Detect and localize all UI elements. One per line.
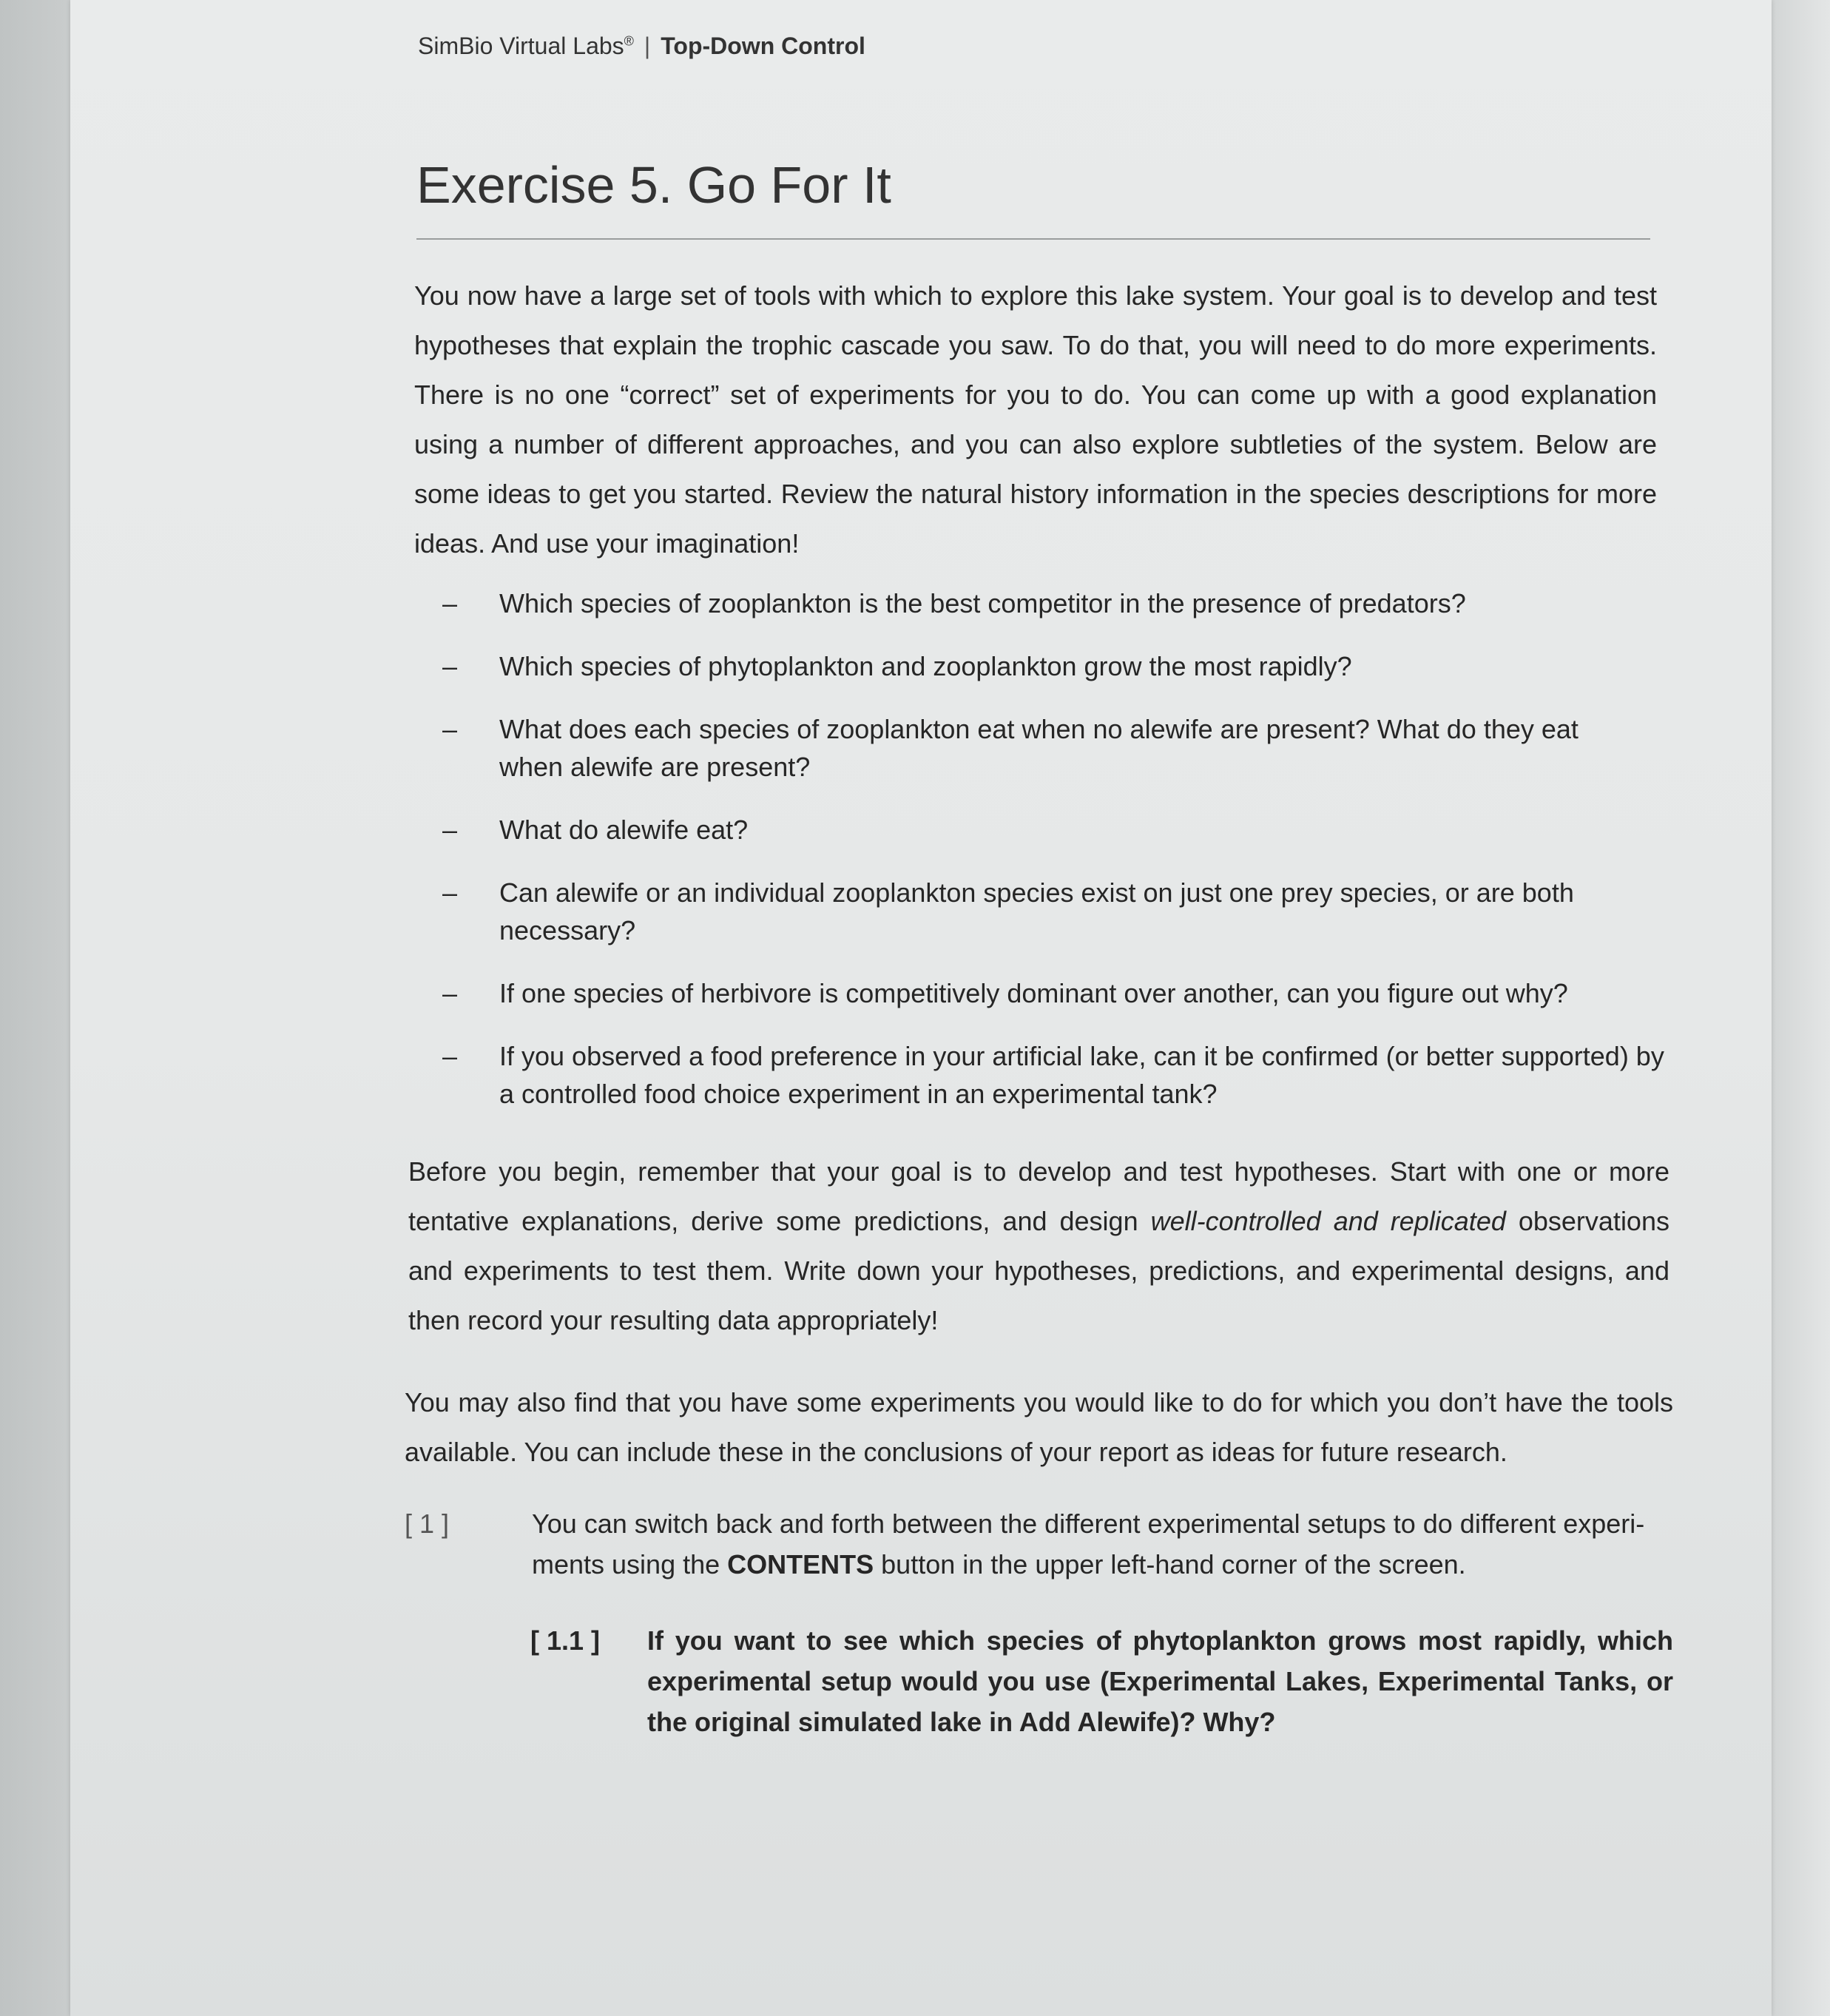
list-item	[436, 647, 1664, 685]
before-you-begin-paragraph	[408, 1147, 1669, 1345]
note-text	[532, 1503, 1677, 1585]
numbered-note	[405, 1503, 1677, 1585]
idea-text: Can alewife or an individual zooplankton species exist on just one prey species, or are both necessary?	[499, 877, 1574, 945]
bullet-dash: –	[442, 978, 458, 1008]
contents-button-label: CONTENTS	[727, 1549, 874, 1580]
list-item	[436, 584, 1664, 622]
question-1-1	[530, 1620, 1673, 1742]
emphasis-text: well-controlled and replicated	[1150, 1206, 1506, 1236]
running-header	[418, 33, 865, 60]
bullet-dash: –	[442, 588, 458, 618]
header-brand: SimBio Virtual Labs	[418, 33, 624, 59]
idea-text: Which species of phytoplankton and zooplankton grow the most rapidly?	[499, 651, 1352, 681]
header-separator: |	[644, 33, 651, 59]
idea-text: If you observed a food preference in your artificial lake, can it be confirmed (or better supported) by a controlled food choice experiment in an experimental tank?	[499, 1041, 1664, 1109]
before-text-end: observations and experiments to test them. Write down your hypotheses, predictions, and experimental designs, and then record your resulting data appropriately!	[408, 1206, 1669, 1335]
intro-paragraph: You now have a large set of tools with which to explore this lake system. Your goal is to develop and test hypotheses that explain the trophic cascade you saw. To do that, you will need to do more experiments. There is no one “correct” set of experiments for you to do. You can come up with a good explanation using a number of different approaches, and you can also explore subtleties of the system. Below are some ideas to get you started. Review the natural history information in the species descriptions for more ideas. And use your imagination!	[414, 280, 1657, 559]
list-item	[436, 974, 1664, 1012]
exercise-title: Exercise 5. Go For It	[416, 156, 891, 214]
future-research-paragraph: You may also find that you have some experiments you would like to do for which you don’t have the tools available. You can include these in the conclusions of your report as ideas for future research.	[405, 1387, 1673, 1467]
bullet-dash: –	[442, 815, 458, 845]
question-text: If you want to see which species of phytoplankton grows most rapidly, which experimental setup would you use (Experimental Lakes, Experimental Tanks, or the original simulated lake in Add Alewife)? Why?	[647, 1625, 1673, 1737]
bullet-dash: –	[442, 1041, 458, 1071]
bullet-dash: –	[442, 651, 458, 681]
list-item	[436, 811, 1664, 849]
title-divider	[416, 238, 1650, 240]
header-module-title: Top-Down Control	[661, 33, 865, 59]
note-text-end: button in the upper left-hand corner of the screen.	[874, 1549, 1466, 1580]
bullet-dash: –	[442, 877, 458, 908]
idea-text: What does each species of zooplankton eat when no alewife are present? What do they eat when alewife are present?	[499, 714, 1579, 782]
idea-text: If one species of herbivore is competitively dominant over another, can you figure out why?	[499, 978, 1568, 1008]
ideas-list	[436, 584, 1664, 1113]
idea-text: Which species of zooplankton is the best competitor in the presence of predators?	[499, 588, 1466, 618]
question-number: [ 1.1 ]	[530, 1625, 601, 1656]
document-page	[70, 0, 1772, 2016]
bullet-dash: –	[442, 714, 458, 744]
registered-mark: ®	[624, 33, 634, 49]
before-text-start: Before you begin, remember that your goal is to develop and test hypotheses. Start with one or more tentative explanations, derive some predictions, and design	[408, 1156, 1669, 1236]
list-item	[436, 1037, 1664, 1113]
idea-text: What do alewife eat?	[499, 815, 749, 845]
note-number: [ 1 ]	[405, 1508, 450, 1539]
note-text-start: You can switch back and forth between the different experimental setups to do different experi-ments using the	[532, 1508, 1645, 1580]
list-item	[436, 710, 1664, 786]
list-item	[436, 874, 1664, 949]
